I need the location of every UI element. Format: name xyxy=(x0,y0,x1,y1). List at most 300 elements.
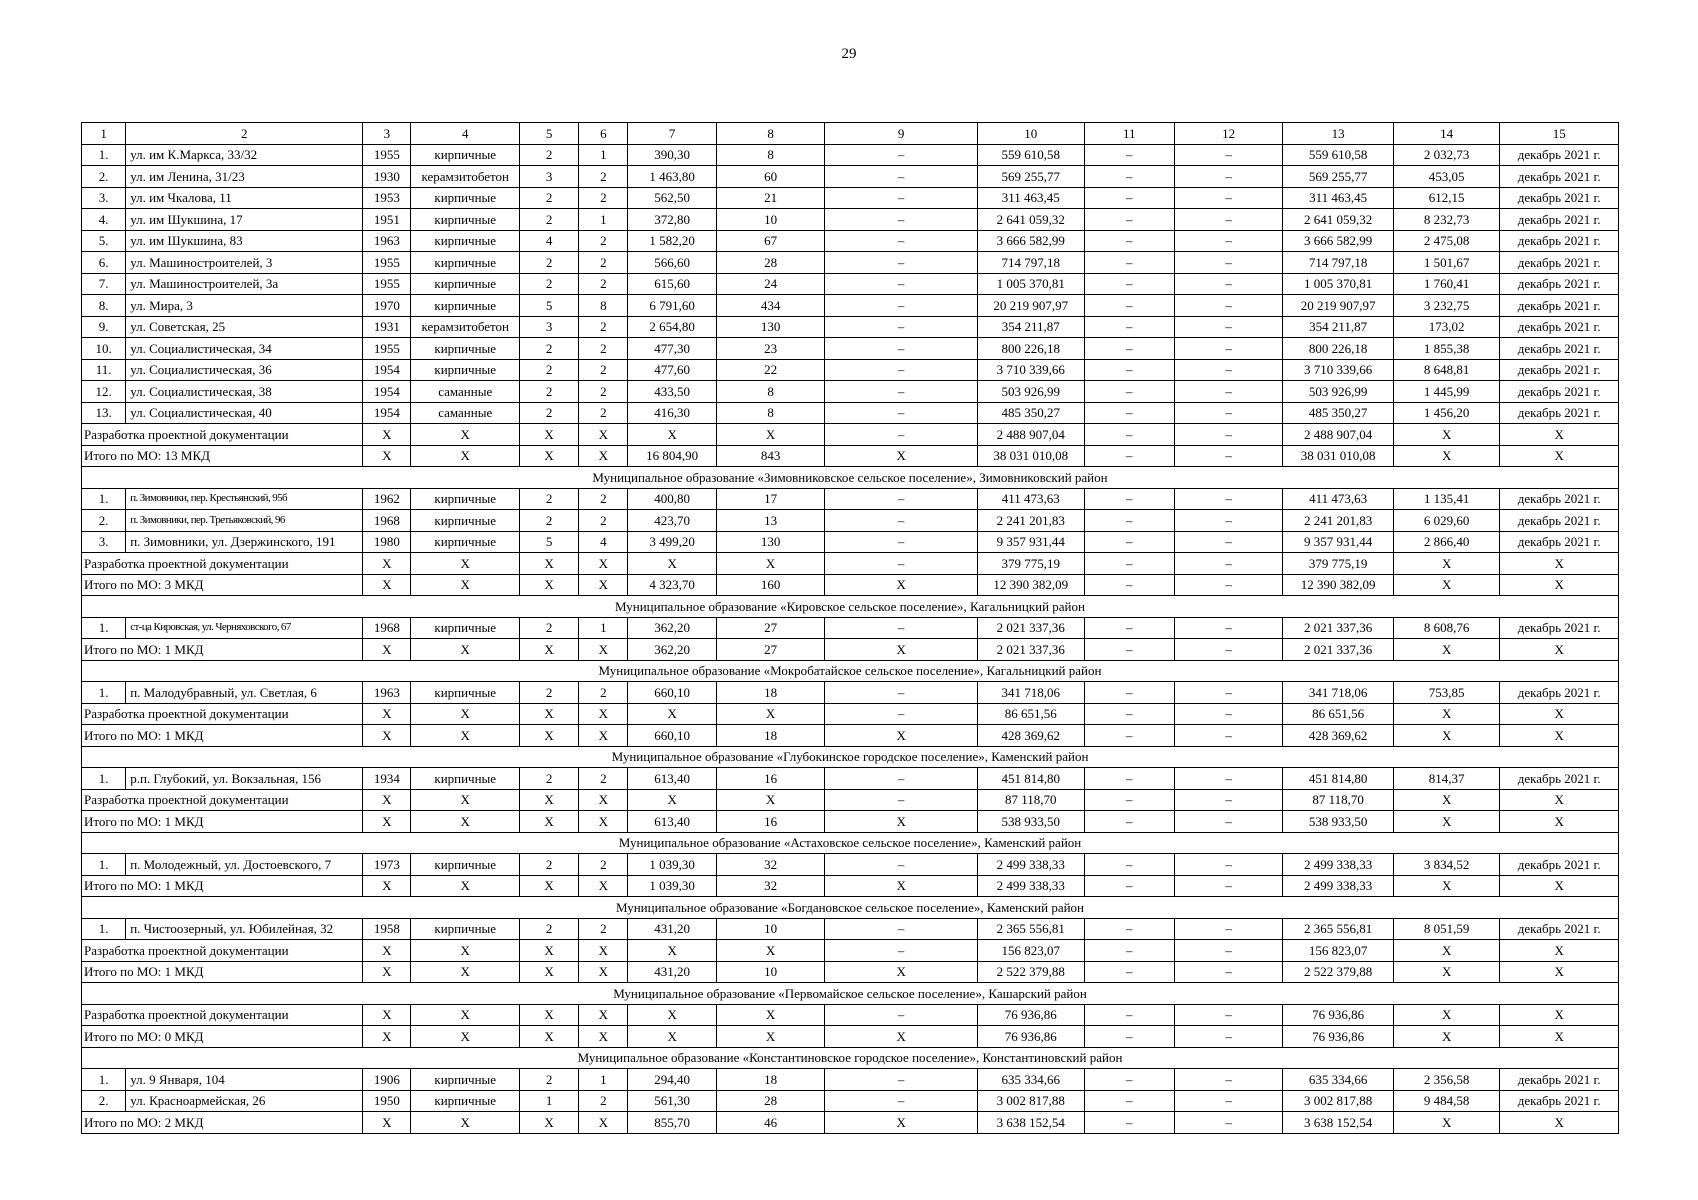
data-cell: 1 501,67 xyxy=(1393,252,1499,274)
row-number-cell: 1. xyxy=(82,1069,126,1091)
column-number-header: 10 xyxy=(978,123,1084,145)
data-cell: 635 334,66 xyxy=(978,1069,1084,1091)
summary-cell: X xyxy=(363,789,411,811)
summary-cell: – xyxy=(1174,553,1282,575)
data-cell: 9 357 931,44 xyxy=(978,531,1084,553)
data-cell: – xyxy=(1084,402,1174,424)
summary-cell: 38 031 010,08 xyxy=(1283,445,1394,467)
data-cell: 559 610,58 xyxy=(1283,144,1394,166)
summary-cell: – xyxy=(1084,961,1174,983)
building-row xyxy=(82,381,1619,403)
data-cell: – xyxy=(825,273,978,295)
summary-cell: X xyxy=(716,1026,824,1048)
data-cell: 753,85 xyxy=(1393,682,1499,704)
summary-cell: X xyxy=(411,940,519,962)
data-cell: кирпичные xyxy=(411,918,519,940)
data-cell: 2 xyxy=(519,144,578,166)
summary-cell: X xyxy=(519,639,578,661)
data-cell: 2 241 201,83 xyxy=(978,510,1084,532)
data-cell: 2 xyxy=(579,1090,628,1112)
summary-label: Разработка проектной документации xyxy=(82,1004,363,1026)
summary-cell: – xyxy=(1084,875,1174,897)
data-cell: 1951 xyxy=(363,209,411,231)
summary-cell: – xyxy=(1084,940,1174,962)
data-cell: – xyxy=(1084,338,1174,360)
summary-cell: X xyxy=(363,725,411,747)
summary-cell: X xyxy=(519,811,578,833)
data-cell: – xyxy=(1174,381,1282,403)
data-cell: – xyxy=(1174,531,1282,553)
summary-cell: 660,10 xyxy=(628,725,716,747)
summary-row xyxy=(82,553,1619,575)
address-cell: ул. Мира, 3 xyxy=(126,295,363,317)
data-cell: 341 718,06 xyxy=(1283,682,1394,704)
data-cell: 2 xyxy=(519,338,578,360)
data-cell: декабрь 2021 г. xyxy=(1500,381,1619,403)
data-cell: – xyxy=(825,187,978,209)
summary-cell: X xyxy=(1500,424,1619,446)
summary-cell: X xyxy=(825,574,978,596)
data-cell: 22 xyxy=(716,359,824,381)
summary-cell: X xyxy=(1500,574,1619,596)
data-cell: декабрь 2021 г. xyxy=(1500,187,1619,209)
data-cell: 1 005 370,81 xyxy=(978,273,1084,295)
data-cell: 8 648,81 xyxy=(1393,359,1499,381)
column-number-header: 11 xyxy=(1084,123,1174,145)
summary-row xyxy=(82,961,1619,983)
data-cell: 1968 xyxy=(363,617,411,639)
summary-cell: X xyxy=(411,811,519,833)
summary-cell: X xyxy=(579,1004,628,1026)
housing-repair-table xyxy=(81,122,1619,1134)
data-cell: – xyxy=(1174,359,1282,381)
data-cell: 800 226,18 xyxy=(1283,338,1394,360)
summary-cell: – xyxy=(1084,639,1174,661)
column-number-header: 3 xyxy=(363,123,411,145)
column-number-header: 8 xyxy=(716,123,824,145)
summary-cell: X xyxy=(519,789,578,811)
data-cell: – xyxy=(1174,273,1282,295)
data-cell: 2 xyxy=(579,187,628,209)
summary-cell: X xyxy=(1500,1112,1619,1134)
summary-cell: X xyxy=(1393,961,1499,983)
data-cell: 3 710 339,66 xyxy=(1283,359,1394,381)
row-number-cell: 1. xyxy=(82,144,126,166)
data-cell: 1953 xyxy=(363,187,411,209)
summary-row xyxy=(82,1026,1619,1048)
summary-cell: X xyxy=(716,940,824,962)
data-cell: 566,60 xyxy=(628,252,716,274)
data-cell: кирпичные xyxy=(411,488,519,510)
address-cell: п. Зимовники, пер. Третьяковский, 96 xyxy=(126,510,363,532)
summary-cell: – xyxy=(1174,789,1282,811)
summary-cell: X xyxy=(579,811,628,833)
summary-cell: X xyxy=(519,703,578,725)
summary-cell: 38 031 010,08 xyxy=(978,445,1084,467)
summary-cell: – xyxy=(1084,553,1174,575)
data-cell: декабрь 2021 г. xyxy=(1500,295,1619,317)
summary-label: Итого по МО: 3 МКД xyxy=(82,574,363,596)
data-cell: – xyxy=(1084,187,1174,209)
data-cell: 341 718,06 xyxy=(978,682,1084,704)
data-cell: декабрь 2021 г. xyxy=(1500,338,1619,360)
summary-cell: – xyxy=(1084,725,1174,747)
data-cell: 3 834,52 xyxy=(1393,854,1499,876)
data-cell: 2 xyxy=(579,768,628,790)
summary-cell: X xyxy=(825,1112,978,1134)
data-cell: 433,50 xyxy=(628,381,716,403)
data-cell: кирпичные xyxy=(411,854,519,876)
row-number-cell: 2. xyxy=(82,166,126,188)
summary-label: Итого по МО: 13 МКД xyxy=(82,445,363,467)
summary-cell: X xyxy=(363,424,411,446)
data-cell: – xyxy=(1084,273,1174,295)
data-cell: декабрь 2021 г. xyxy=(1500,488,1619,510)
summary-cell: 156 823,07 xyxy=(978,940,1084,962)
data-cell: кирпичные xyxy=(411,768,519,790)
data-cell: – xyxy=(1084,295,1174,317)
data-cell: 451 814,80 xyxy=(978,768,1084,790)
data-cell: 714 797,18 xyxy=(978,252,1084,274)
building-row xyxy=(82,531,1619,553)
data-cell: керамзитобетон xyxy=(411,316,519,338)
row-number-cell: 1. xyxy=(82,918,126,940)
data-cell: 1973 xyxy=(363,854,411,876)
data-cell: – xyxy=(1174,338,1282,360)
municipality-title: Муниципальное образование «Богдановское сельское поселение», Каменский район xyxy=(82,897,1619,919)
data-cell: 1955 xyxy=(363,338,411,360)
data-cell: 2 499 338,33 xyxy=(978,854,1084,876)
data-cell: 27 xyxy=(716,617,824,639)
data-cell: – xyxy=(1084,252,1174,274)
data-cell: 2 xyxy=(579,402,628,424)
building-row xyxy=(82,338,1619,360)
address-cell: ул. Социалистическая, 34 xyxy=(126,338,363,360)
data-cell: 1 582,20 xyxy=(628,230,716,252)
summary-cell: X xyxy=(825,961,978,983)
data-cell: 800 226,18 xyxy=(978,338,1084,360)
data-cell: кирпичные xyxy=(411,252,519,274)
row-number-cell: 1. xyxy=(82,617,126,639)
row-number-cell: 10. xyxy=(82,338,126,360)
data-cell: 1 760,41 xyxy=(1393,273,1499,295)
data-cell: 3 232,75 xyxy=(1393,295,1499,317)
summary-cell: X xyxy=(716,789,824,811)
data-cell: 1 135,41 xyxy=(1393,488,1499,510)
data-cell: – xyxy=(1084,854,1174,876)
summary-cell: 2 488 907,04 xyxy=(978,424,1084,446)
data-cell: 2 654,80 xyxy=(628,316,716,338)
summary-cell: – xyxy=(1174,961,1282,983)
column-number-header: 2 xyxy=(126,123,363,145)
data-cell: 2 xyxy=(579,682,628,704)
summary-cell: X xyxy=(1393,703,1499,725)
address-cell: п. Зимовники, пер. Крестьянский, 95б xyxy=(126,488,363,510)
summary-cell: X xyxy=(579,725,628,747)
data-cell: 2 021 337,36 xyxy=(978,617,1084,639)
data-cell: 416,30 xyxy=(628,402,716,424)
data-cell: – xyxy=(1174,295,1282,317)
summary-row xyxy=(82,574,1619,596)
data-cell: 569 255,77 xyxy=(978,166,1084,188)
data-cell: – xyxy=(1084,682,1174,704)
summary-cell: X xyxy=(411,574,519,596)
summary-cell: – xyxy=(825,703,978,725)
summary-cell: – xyxy=(1084,811,1174,833)
data-cell: – xyxy=(1084,359,1174,381)
building-row xyxy=(82,1069,1619,1091)
data-cell: – xyxy=(1174,1069,1282,1091)
row-number-cell: 12. xyxy=(82,381,126,403)
data-cell: 485 350,27 xyxy=(1283,402,1394,424)
data-cell: 1 xyxy=(579,209,628,231)
column-number-header: 4 xyxy=(411,123,519,145)
data-cell: 23 xyxy=(716,338,824,360)
data-cell: – xyxy=(1174,252,1282,274)
summary-cell: X xyxy=(411,1112,519,1134)
summary-cell: X xyxy=(628,424,716,446)
municipality-title: Муниципальное образование «Зимовниковское сельское поселение», Зимовниковский район xyxy=(82,467,1619,489)
column-number-header: 7 xyxy=(628,123,716,145)
summary-cell: – xyxy=(1174,703,1282,725)
data-cell: 561,30 xyxy=(628,1090,716,1112)
municipality-title: Муниципальное образование «Глубокинское городское поселение», Каменский район xyxy=(82,746,1619,768)
data-cell: – xyxy=(825,359,978,381)
building-row xyxy=(82,854,1619,876)
data-cell: 8 xyxy=(716,381,824,403)
row-number-cell: 7. xyxy=(82,273,126,295)
summary-cell: X xyxy=(628,1004,716,1026)
summary-cell: – xyxy=(825,424,978,446)
data-cell: 2 xyxy=(579,273,628,295)
row-number-cell: 2. xyxy=(82,1090,126,1112)
summary-row xyxy=(82,789,1619,811)
building-row xyxy=(82,273,1619,295)
data-cell: 477,30 xyxy=(628,338,716,360)
data-cell: – xyxy=(1084,166,1174,188)
summary-cell: – xyxy=(1174,811,1282,833)
data-cell: – xyxy=(1084,1090,1174,1112)
summary-label: Итого по МО: 1 МКД xyxy=(82,961,363,983)
data-cell: 2 xyxy=(579,166,628,188)
summary-cell: X xyxy=(411,703,519,725)
data-cell: 5 xyxy=(519,295,578,317)
summary-cell: X xyxy=(825,875,978,897)
data-cell: 28 xyxy=(716,1090,824,1112)
summary-cell: X xyxy=(1500,961,1619,983)
data-cell: 130 xyxy=(716,316,824,338)
data-cell: – xyxy=(825,252,978,274)
data-cell: 1930 xyxy=(363,166,411,188)
summary-cell: X xyxy=(1500,553,1619,575)
summary-label: Разработка проектной документации xyxy=(82,789,363,811)
address-cell: ст-ца Кировская, ул. Черняховского, 67 xyxy=(126,617,363,639)
data-cell: 1 xyxy=(579,144,628,166)
summary-cell: X xyxy=(716,553,824,575)
summary-cell: X xyxy=(519,875,578,897)
data-cell: 2 499 338,33 xyxy=(1283,854,1394,876)
data-cell: 2 xyxy=(579,359,628,381)
summary-cell: 2 499 338,33 xyxy=(978,875,1084,897)
summary-cell: X xyxy=(579,940,628,962)
data-cell: кирпичные xyxy=(411,209,519,231)
data-cell: 8 232,73 xyxy=(1393,209,1499,231)
data-cell: 1980 xyxy=(363,531,411,553)
address-cell: ул. им Чкалова, 11 xyxy=(126,187,363,209)
data-cell: 3 666 582,99 xyxy=(978,230,1084,252)
summary-cell: 16 xyxy=(716,811,824,833)
municipality-title: Муниципальное образование «Константиновское городское поселение», Константиновский район xyxy=(82,1047,1619,1069)
data-cell: 60 xyxy=(716,166,824,188)
data-cell: 477,60 xyxy=(628,359,716,381)
data-cell: декабрь 2021 г. xyxy=(1500,1069,1619,1091)
column-number-header: 15 xyxy=(1500,123,1619,145)
municipality-title: Муниципальное образование «Первомайское сельское поселение», Кашарский район xyxy=(82,983,1619,1005)
summary-cell: X xyxy=(519,445,578,467)
data-cell: 562,50 xyxy=(628,187,716,209)
row-number-cell: 1. xyxy=(82,682,126,704)
summary-cell: X xyxy=(579,1112,628,1134)
summary-cell: X xyxy=(579,961,628,983)
summary-cell: X xyxy=(519,553,578,575)
column-number-header: 9 xyxy=(825,123,978,145)
building-row xyxy=(82,166,1619,188)
summary-cell: 2 522 379,88 xyxy=(1283,961,1394,983)
data-cell: кирпичные xyxy=(411,230,519,252)
data-cell: 1 xyxy=(519,1090,578,1112)
data-cell: 130 xyxy=(716,531,824,553)
summary-cell: – xyxy=(1084,445,1174,467)
summary-cell: 76 936,86 xyxy=(1283,1004,1394,1026)
summary-cell: 613,40 xyxy=(628,811,716,833)
summary-cell: X xyxy=(519,961,578,983)
building-row xyxy=(82,768,1619,790)
data-cell: 2 xyxy=(519,187,578,209)
summary-cell: 156 823,07 xyxy=(1283,940,1394,962)
summary-cell: X xyxy=(1500,789,1619,811)
summary-cell: 428 369,62 xyxy=(978,725,1084,747)
data-cell: 400,80 xyxy=(628,488,716,510)
address-cell: ул. Социалистическая, 36 xyxy=(126,359,363,381)
data-cell: 3 710 339,66 xyxy=(978,359,1084,381)
section-header-row xyxy=(82,983,1619,1005)
address-cell: ул. Социалистическая, 38 xyxy=(126,381,363,403)
summary-cell: 2 499 338,33 xyxy=(1283,875,1394,897)
building-row xyxy=(82,488,1619,510)
summary-cell: X xyxy=(1500,703,1619,725)
data-cell: – xyxy=(1084,918,1174,940)
address-cell: ул. Советская, 25 xyxy=(126,316,363,338)
summary-cell: X xyxy=(1393,639,1499,661)
summary-cell: 10 xyxy=(716,961,824,983)
data-cell: 2 475,08 xyxy=(1393,230,1499,252)
section-header-row xyxy=(82,897,1619,919)
building-row xyxy=(82,918,1619,940)
section-header-row xyxy=(82,746,1619,768)
data-cell: 2 xyxy=(519,768,578,790)
summary-cell: 16 804,90 xyxy=(628,445,716,467)
summary-cell: X xyxy=(825,725,978,747)
data-cell: 453,05 xyxy=(1393,166,1499,188)
data-cell: 16 xyxy=(716,768,824,790)
address-cell: п. Молодежный, ул. Достоевского, 7 xyxy=(126,854,363,876)
summary-cell: 3 638 152,54 xyxy=(978,1112,1084,1134)
data-cell: 1955 xyxy=(363,252,411,274)
data-cell: 2 365 556,81 xyxy=(1283,918,1394,940)
summary-row xyxy=(82,1004,1619,1026)
data-cell: 1954 xyxy=(363,381,411,403)
data-cell: – xyxy=(825,682,978,704)
data-cell: 4 xyxy=(519,230,578,252)
data-cell: 1950 xyxy=(363,1090,411,1112)
data-cell: декабрь 2021 г. xyxy=(1500,252,1619,274)
data-cell: 714 797,18 xyxy=(1283,252,1394,274)
summary-row xyxy=(82,1112,1619,1134)
data-cell: – xyxy=(825,531,978,553)
summary-cell: X xyxy=(1393,789,1499,811)
summary-row xyxy=(82,875,1619,897)
summary-cell: – xyxy=(1174,639,1282,661)
summary-label: Итого по МО: 1 МКД xyxy=(82,875,363,897)
data-cell: – xyxy=(1174,918,1282,940)
data-cell: 2 365 556,81 xyxy=(978,918,1084,940)
column-number-header: 14 xyxy=(1393,123,1499,145)
summary-cell: X xyxy=(1393,1026,1499,1048)
summary-cell: X xyxy=(363,445,411,467)
data-cell: 2 xyxy=(579,338,628,360)
summary-cell: X xyxy=(519,1004,578,1026)
data-cell: 1970 xyxy=(363,295,411,317)
data-cell: – xyxy=(1084,531,1174,553)
data-cell: 2 xyxy=(519,273,578,295)
summary-cell: X xyxy=(825,445,978,467)
data-cell: – xyxy=(1174,230,1282,252)
summary-cell: X xyxy=(411,1026,519,1048)
data-cell: – xyxy=(1084,316,1174,338)
summary-cell: X xyxy=(1500,875,1619,897)
summary-cell: X xyxy=(519,1026,578,1048)
summary-cell: X xyxy=(628,789,716,811)
data-cell: – xyxy=(1174,209,1282,231)
data-cell: 20 219 907,97 xyxy=(978,295,1084,317)
summary-cell: X xyxy=(579,553,628,575)
data-cell: – xyxy=(1084,209,1174,231)
summary-cell: – xyxy=(1084,574,1174,596)
data-cell: 2 641 059,32 xyxy=(978,209,1084,231)
summary-cell: X xyxy=(825,639,978,661)
data-cell: декабрь 2021 г. xyxy=(1500,510,1619,532)
address-cell: ул. им Шукшина, 83 xyxy=(126,230,363,252)
data-cell: – xyxy=(825,316,978,338)
summary-cell: 2 021 337,36 xyxy=(978,639,1084,661)
summary-cell: X xyxy=(411,875,519,897)
data-cell: – xyxy=(825,402,978,424)
summary-label: Итого по МО: 1 МКД xyxy=(82,725,363,747)
data-cell: – xyxy=(1084,510,1174,532)
summary-cell: X xyxy=(1500,1004,1619,1026)
summary-cell: X xyxy=(1393,424,1499,446)
data-cell: декабрь 2021 г. xyxy=(1500,230,1619,252)
data-cell: – xyxy=(1174,402,1282,424)
row-number-cell: 8. xyxy=(82,295,126,317)
data-cell: – xyxy=(1174,854,1282,876)
summary-cell: 538 933,50 xyxy=(1283,811,1394,833)
summary-cell: 27 xyxy=(716,639,824,661)
row-number-cell: 6. xyxy=(82,252,126,274)
summary-cell: X xyxy=(579,639,628,661)
data-cell: – xyxy=(1174,187,1282,209)
data-cell: 411 473,63 xyxy=(1283,488,1394,510)
